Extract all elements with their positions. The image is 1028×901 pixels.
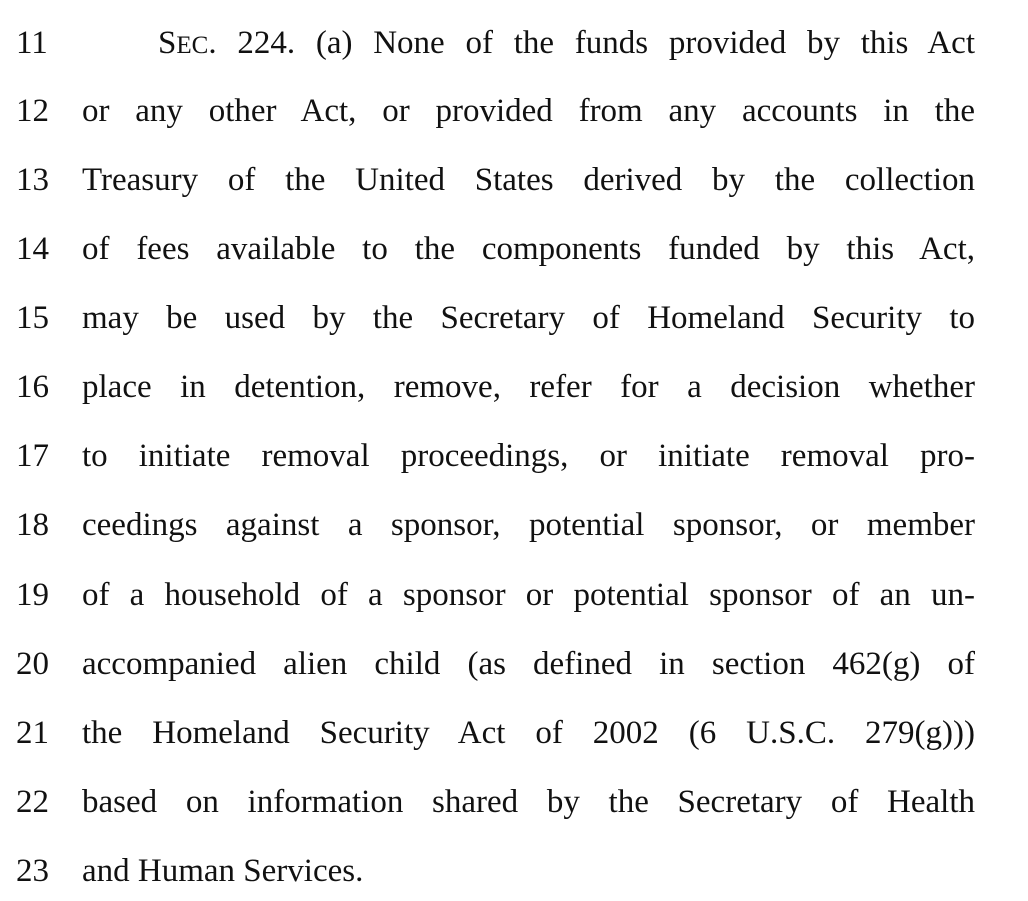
line-number: 21	[16, 715, 49, 751]
line-number: 22	[16, 784, 49, 820]
text-line	[0, 495, 1028, 555]
line-text: to initiate removal proceedings, or initiate removal pro-	[82, 438, 975, 474]
line-text: of a household of a sponsor or potential sponsor of an un-	[82, 577, 975, 613]
line-number: 12	[16, 93, 49, 129]
line-text: based on information shared by the Secretary of Health	[82, 784, 975, 820]
line-number: 15	[16, 300, 49, 336]
line-number: 14	[16, 231, 49, 267]
line-number: 20	[16, 646, 49, 682]
line-number: 16	[16, 369, 49, 405]
text-line	[0, 634, 1028, 694]
line-text: the Homeland Security Act of 2002 (6 U.S.C. 279(g)))	[82, 715, 975, 751]
line-text	[158, 13, 975, 76]
line-number: 17	[16, 438, 49, 474]
line-number: 18	[16, 507, 49, 543]
text-line	[0, 288, 1028, 348]
text-line	[0, 703, 1028, 763]
section-label-initial: S	[158, 25, 177, 61]
text-line	[0, 772, 1028, 832]
line-text: place in detention, remove, refer for a decision whether	[82, 369, 975, 405]
line-text: may be used by the Secretary of Homeland Security to	[82, 300, 975, 336]
text-line	[0, 565, 1028, 625]
line-number: 11	[16, 25, 48, 61]
line-text: or any other Act, or provided from any accounts in the	[82, 93, 975, 129]
text-line	[0, 219, 1028, 279]
line-text: ceedings against a sponsor, potential sponsor, or member	[82, 507, 975, 543]
line-text: accompanied alien child (as defined in section 462(g) of	[82, 646, 975, 682]
section-label-small-caps: EC	[176, 32, 209, 59]
text-line	[0, 81, 1028, 141]
line-number: 13	[16, 162, 49, 198]
line-number: 23	[16, 853, 49, 889]
text-line	[0, 357, 1028, 417]
text-line	[0, 426, 1028, 486]
text-line	[0, 150, 1028, 210]
line-text: of fees available to the components funded by this Act,	[82, 231, 975, 267]
line-text: and Human Services.	[82, 853, 364, 889]
text-line	[0, 13, 1028, 73]
text-line	[0, 841, 1028, 901]
line-text-body: . 224. (a) None of the funds provided by this Act	[208, 25, 975, 61]
line-number: 19	[16, 577, 49, 613]
line-text: Treasury of the United States derived by the collection	[82, 162, 975, 198]
